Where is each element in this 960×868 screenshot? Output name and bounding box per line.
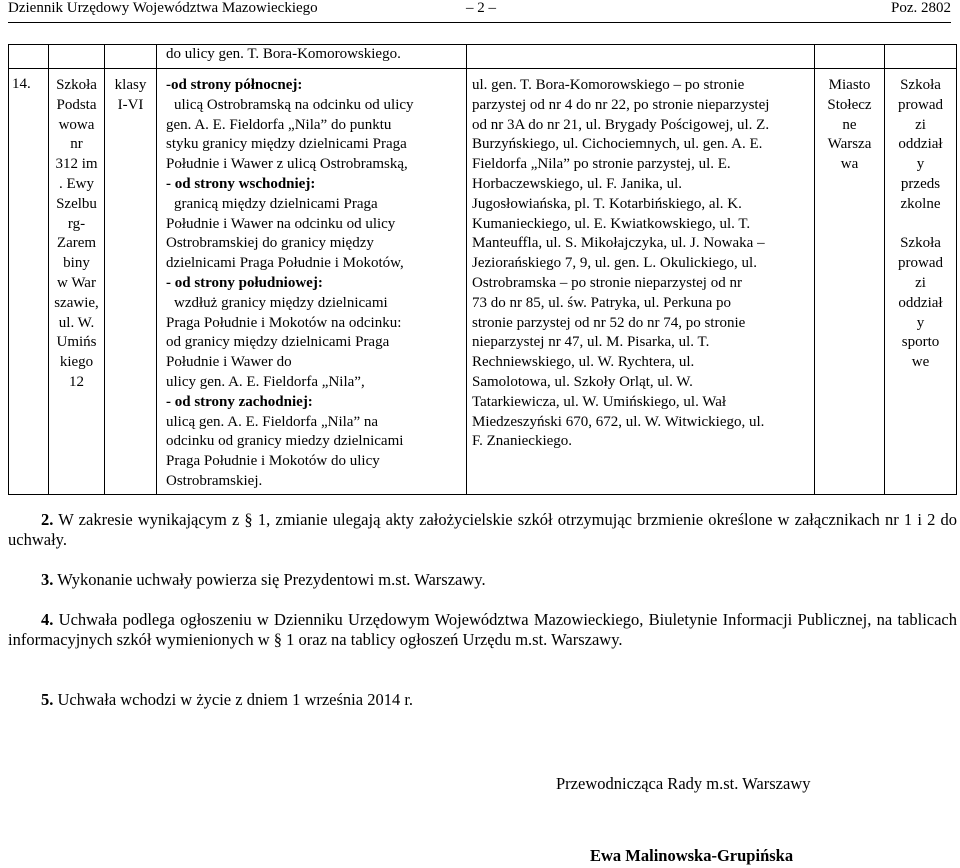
boundary-line: dzielnicami Praga Południe i Mokotów, [166,255,404,272]
boundary-line: Południe i Wawer na odcinku od ulicy [166,215,396,232]
paragraph-number: 5. [41,690,54,709]
paragraph-number: 4. [41,610,54,629]
street-line: 73 do nr 85, ul. św. Patryka, ul. Perkuna po [472,294,731,311]
paragraph-text: Uchwała wchodzi w życie z dniem 1 września 2014 r. [53,690,414,709]
boundary-line: Praga Południe i Mokotów na odcinku: [166,314,402,331]
paragraph-4 [8,610,957,650]
table-col-border [466,44,467,494]
classes-cell [105,76,156,116]
paragraph-number: 3. [41,570,54,589]
boundary-line: od granicy między dzielnicami Praga [166,334,390,351]
street-line: Tatarkiewicza, ul. W. Umińskiego, ul. Wał [472,393,727,410]
boundary-line: Południe i Wawer z ulicą Ostrobramską, [166,156,408,173]
street-line: parzystej od nr 4 do nr 22, po stronie nieparzystej [472,96,770,113]
authority-line: ne [842,116,857,133]
street-line: Rechniewskiego, ul. W. Rychtera, ul. [472,354,695,371]
school-name-line: nr [70,136,83,153]
row-number: 14. [12,76,31,92]
school-name-cell [49,76,104,393]
boundary-line: ulicy gen. A. E. Fieldorfa „Nila”, [166,373,365,390]
school-name-line: . Ewy [59,175,94,192]
street-line: Jugosłowiańska, pl. T. Kotarbińskiego, al. K. [472,195,742,212]
school-type-line [885,215,956,235]
school-name-line: 12 [69,373,84,390]
street-line: Manteuffla, ul. S. Mikołajczyka, ul. J. Nowaka – [472,235,765,252]
school-name-line: Szkoła [56,77,97,93]
boundary-line: - od strony południowej: [166,274,323,291]
page-header [8,0,951,23]
street-line: ul. gen. T. Bora-Komorowskiego – po stronie [472,77,745,93]
boundary-line: Ostrobramskiej do granicy między [166,235,374,252]
street-line: Samolotowa, ul. Szkoły Orląt, ul. W. [472,373,693,390]
school-name-line: w War [57,274,96,291]
school-type-line: Szkoła [900,77,941,93]
school-type-line: prowad [898,255,943,272]
street-line: Jeziorańskiego 7, 9, ul. gen. L. Okulickiego, ul. [472,255,757,272]
paragraph-text: W zakresie wynikającym z § 1, zmianie ulegają akty założycielskie szkół otrzymując brzmienie określone w załącznikach nr 1 i 2 do uchwały. [8,510,957,549]
streets-cell [472,76,812,452]
street-line: Miedzeszyński 670, 672, ul. W. Witwickiego, ul. [472,413,765,430]
school-type-line: sporto [901,334,940,351]
street-line: Burzyńskiego, ul. Cichociemnych, ul. gen. A. E. [472,136,763,153]
school-type-line: oddział [898,294,943,311]
street-line: Fieldorfa „Nila” po stronie parzystej, ul. E. [472,156,731,173]
boundary-line: Południe i Wawer do [166,354,292,371]
paragraph-number: 2. [41,510,54,529]
school-name-line: rg- [67,215,86,232]
school-type-line: y [916,314,925,331]
boundary-line: wzdłuż granicy między dzielnicami [174,294,388,311]
boundary-line: Praga Południe i Mokotów do ulicy [166,453,380,470]
paragraph-3 [41,570,941,590]
school-type-cell [885,76,956,373]
boundary-line: styku granicy między dzielnicami Praga [166,136,407,153]
school-type-line: zkolne [900,195,941,212]
boundary-line: Ostrobramskiej. [166,472,263,489]
school-name-line: szawie, [54,294,99,311]
schools-table [8,44,957,494]
table-col-border [956,44,957,494]
school-type-line: Szkoła [900,235,941,252]
boundary-line: gen. A. E. Fieldorfa „Nila” do punktu [166,116,392,133]
paragraph-text: Uchwała podlega ogłoszeniu w Dzienniku Urzędowym Województwa Mazowieckiego, Biuletynie Informacji Publicznej, na tablicach informacyjnych szkół wymienionych w § 1 oraz na tablicy ogłoszeń Urzędu m.st. Warszawy. [8,610,957,649]
street-line: nieparzystej nr 47, ul. M. Pisarka, ul. T. [472,334,710,351]
continued-boundary-text: do ulicy gen. T. Bora-Komorowskiego. [166,46,401,62]
school-name-line: Szelbu [56,195,97,212]
school-name-line: 312 im [55,156,98,173]
classes-line: I-VI [117,96,144,113]
table-bottom-border [8,494,957,495]
boundary-line: -od strony północnej: [166,77,303,93]
paragraph-text: Wykonanie uchwały powierza się Prezydentowi m.st. Warszawy. [53,570,486,589]
boundaries-cell [166,76,464,492]
school-name-line: Umińs [56,334,97,351]
school-type-line: przeds [900,175,941,192]
school-name-line: wowa [58,116,95,133]
boundary-line: ulicą Ostrobramską na odcinku od ulicy [174,96,414,113]
school-name-line: kiego [59,354,94,371]
boundary-line: odcinku od granicy miedzy dzielnicami [166,433,404,450]
street-line: Horbaczewskiego, ul. F. Janika, ul. [472,175,682,192]
street-line: stronie parzystej od nr 52 do nr 74, po stronie [472,314,746,331]
street-line: Kumanieckiego, ul. E. Kwiatkowskiego, ul. T. [472,215,751,232]
school-name-line: Zarem [56,235,97,252]
signature-title: Przewodnicząca Rady m.st. Warszawy [556,774,811,793]
table-col-border [156,44,157,494]
school-type-line: y [916,156,925,173]
school-type-line: zi [915,116,926,133]
school-type-line: oddział [898,136,943,153]
paragraph-5 [41,690,941,710]
school-type-line: we [911,354,930,371]
boundary-line: - od strony wschodniej: [166,175,316,192]
boundary-line: - od strony zachodniej: [166,393,313,410]
school-name-line: Podsta [56,96,97,113]
boundary-line: granicą między dzielnicami Praga [174,195,378,212]
table-col-border [8,44,9,494]
street-line: F. Znanieckiego. [472,433,573,450]
journal-title: Dziennik Urzędowy Województwa Mazowieckiego [8,0,318,16]
authority-cell [815,76,884,175]
authority-line: Warsza [827,136,872,153]
school-name-line: ul. W. [58,314,95,331]
school-type-line: zi [915,274,926,291]
authority-line: wa [840,156,859,173]
street-line: Ostrobramska – po stronie nieparzystej od nr [472,274,742,291]
street-line: od nr 3A do nr 21, ul. Brygady Pościgowej, ul. Z. [472,116,770,133]
school-name-line: biny [63,255,90,272]
authority-line: Stołecz [827,96,872,113]
school-type-line: prowad [898,96,943,113]
signature-name: Ewa Malinowska-Grupińska [590,846,794,865]
authority-line: Miasto [828,77,871,93]
boundary-line: ulicą gen. A. E. Fieldorfa „Nila” na [166,413,379,430]
classes-line: klasy [114,77,147,93]
page-number: – 2 – [466,0,496,16]
paragraph-2 [8,510,957,550]
position-number: Poz. 2802 [891,0,951,16]
